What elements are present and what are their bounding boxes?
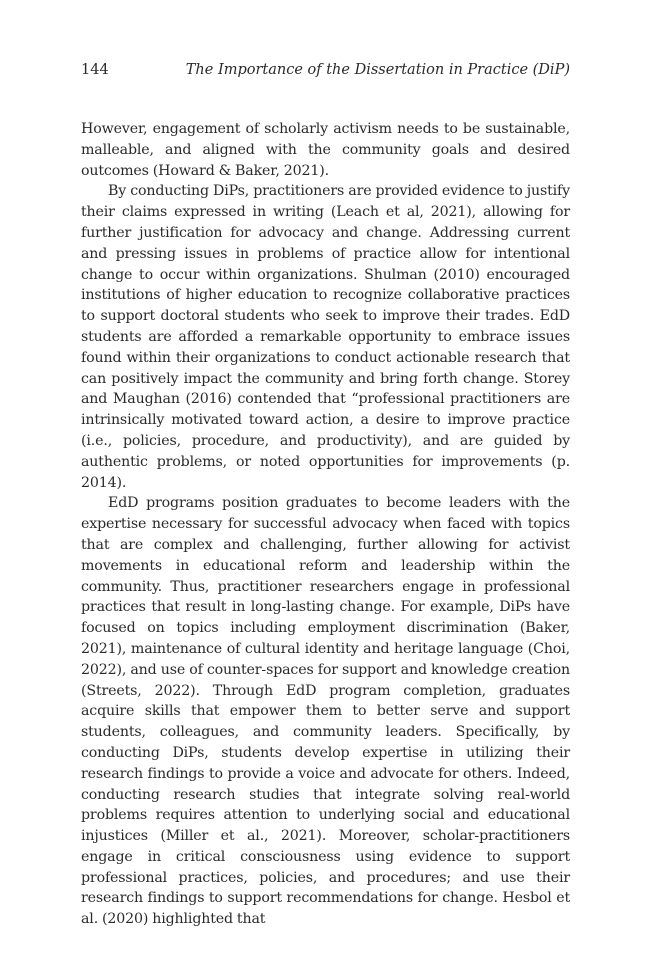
paragraph-1: However, engagement of scholarly activism needs to be sustainable, malleable, and aligned with the community goals and desired outcomes (Howard & Baker, 2021). — [81, 121, 570, 179]
paragraph-3: EdD programs position graduates to become leaders with the expertise necessary for successful advocacy when faced with topics that are complex and challenging, further allowing for activist movements in educational reform and leadership within the community. Thus, practitioner researchers engage in professional practices that result in long-lasting change. For example, DiPs have focused on topics including employment discrimination (Baker, 2021), maintenance of cultural identity and heritage language (Choi, 2022), and use of counter-spaces for support and knowledge creation (Streets, 2022). Through EdD program completion, graduates acquire skills that empower them to better serve and support students, colleagues, and community leaders. Specifically, by conducting DiPs, students develop expertise in utilizing their research findings to provide a voice and advocate for others. Indeed, conducting research studies that integrate solving real-world problems requires attention to underlying social and educational injustices (Miller et al., 2021). Moreover, scholar-practitioners engage in critical consciousness using evidence to support professional practices, policies, and procedures; and use their research findings to support recommendations for change. Hesbol et al. (2020) highlighted that — [81, 495, 570, 928]
paragraph-2: By conducting DiPs, practitioners are provided evidence to justify their claims expressed in writing (Leach et al, 2021), allowing for further justification for advocacy and change. Addressing current and pressing issues in problems of practice allow for intentional change to occur within organizations. Shulman (2010) encouraged institutions of higher education to recognize collaborative practices to support doctoral students who seek to improve their trades. EdD students are afforded a remarkable opportunity to embrace issues found within their organizations to conduct actionable research that can positively impact the community and bring forth change. Storey and Maughan (2016) contended that “professional practitioners are intrinsically motivated toward action, a desire to improve practice (i.e., policies, procedure, and productivity), and are guided by authentic problems, or noted opportunities for improvements (p. 2014). — [81, 183, 570, 491]
running-head — [81, 62, 570, 84]
page-number: 144 — [81, 62, 109, 78]
running-title: The Importance of the Dissertation in Practice (DiP) — [185, 62, 570, 78]
body-text — [81, 119, 570, 930]
